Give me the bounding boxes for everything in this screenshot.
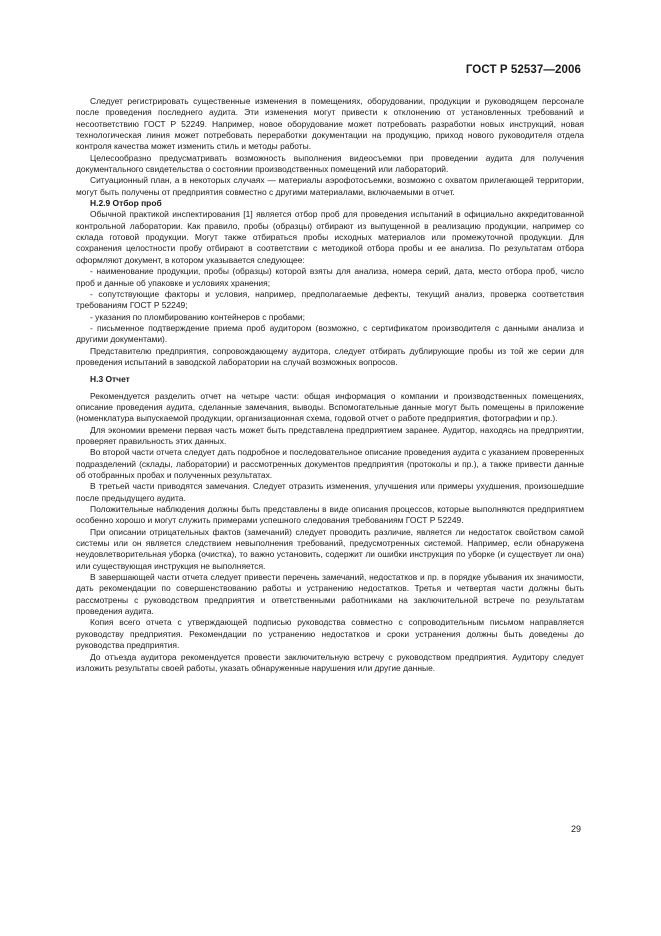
paragraph: До отъезда аудитора рекомендуется провести заключительную встречу с руководством предприятия. Аудитору следует изложить результаты своей работы, указать обнаруженные нарушения или другие данные. [76,651,584,673]
list-item: - сопутствующие факторы и условия, например, предполагаемые дефекты, текущий анализ, проверка соответствия требованиям ГОСТ Р 52249; [76,288,584,311]
paragraph: Представителю предприятия, сопровождающему аудитора, следует отбирать дублирующие пробы из той же серии для проведения испытаний в заводской лаборатории на случай возможных вопросов. [76,345,584,367]
paragraph: Для экономии времени первая часть может быть представлена предприятием заранее. Аудитор, находясь на предприятии, проверяет правильность этих данных. [76,424,584,446]
paragraph: Ситуационный план, а в некоторых случаях — материалы аэрофотосъемки, возможно с охватом прилегающей территории, могут быть получены от предприятия совместно с другими материалами, включаемыми в отчет. [76,175,584,197]
paragraph: Во второй части отчета следует дать подробное и последовательное описание проведения аудита с указанием проверенных подразделений (склады, лаборатории) и рассмотренных документов предприятия (протоколы и пр.), а также привести данные об отобранных пробах и полученных результатах. [76,447,584,480]
list-item: - наименование продукции, пробы (образцы) которой взяты для анализа, номера серий, дата, место отбора проб, число проб и данные об упаковке и условиях хранения; [76,266,584,288]
paragraph: При описании отрицательных фактов (замечаний) следует проводить различие, является ли недостаток свойством самой системы или он является следствием невыполнения требований, предусмотренных системой. Например, если обнаружена неудовлетворительная уборка (очистка), то важно установить, содержит ли ошибки инструкция по уборке (и существует ли она) или существующая инструкция не выполняется. [76,526,584,571]
paragraph: Следует регистрировать существенные изменения в помещениях, оборудовании, продукции и руководящем персонале после проведения последнего аудита. Эти изменения могут привести к отклонению от установленных требований и несоответствию ГОСТ Р 52249. Например, новое оборудование может потребовать разработки новых инструкций, новая технологическая линия может потребовать переработки документации на продукцию, приход нового руководителя отдела контроля качества может изменить стиль и методы работы. [76,96,584,152]
paragraph: Копия всего отчета с утверждающей подписью руководства совместно с сопроводительным письмом направляется руководству предприятия. Рекомендации по устранению недостатков и сроки устранения должны быть доведены до руководства предприятия. [76,617,584,651]
list-item: - указания по пломбированию контейнеров с пробами; [90,311,305,322]
document-header: ГОСТ Р 52537—2006 [465,64,581,76]
paragraph: В завершающей части отчета следует привести перечень замечаний, недостатков и пр. в порядке убывания их значимости, дать рекомендации по совершенствованию работы и устранению недостатков. Третья и четвертая части должны быть рассмотрены с руководством предприятия и ответственными работниками на заключительной встрече по результатам проведения аудита. [76,572,584,617]
paragraph: Рекомендуется разделить отчет на четыре части: общая информация о компании и производственных помещениях, описание проведения аудита, сделанные замечания, выводы. Вспомогательные данные могут быть помещены в приложение (номенклатура выпускаемой продукции, организационная схема, годовой отчет о работе предприятия, фотографии и пр.). [76,390,584,424]
paragraph: В третьей части приводятся замечания. Следует отразить изменения, улучшения или примеры ухудшения, произошедшие после предыдущего аудита. [76,481,584,503]
section-heading-h-2-9: Н.2.9 Отбор проб [90,198,162,209]
paragraph: Целесообразно предусматривать возможность выполнения видеосъемки при проведении аудита для получения документального свидетельства о состоянии производственных помещений или лабораторий. [76,152,584,175]
page-number: 29 [570,824,581,834]
list-item: - письменное подтверждение приема проб аудитором (возможно, с сертификатом производителя с данными анализа и другими документами). [76,322,584,345]
paragraph: Положительные наблюдения должны быть представлены в виде описания процессов, которые выполняются предприятием особенно хорошо и могут служить примерами успешного следования требованиям ГОСТ Р 52249. [76,504,584,526]
paragraph: Обычной практикой инспектирования [1] является отбор проб для проведения испытаний в официально аккредитованной контрольной лаборатории. Как правило, пробы (образцы) отбирают из выпущенной в реализацию продукции, например со склада готовой продукции. Могут также отбираться пробы исходных материалов или промежуточной продукции. Для сохранения целостности пробу отбирают в соответствии с методикой отбора пробы и ее анализа. По результатам отбора оформляют документ, в котором указывается следующее: [76,209,584,265]
section-heading-h-3: Н.3 Отчет [90,374,130,385]
document-body [76,96,584,674]
